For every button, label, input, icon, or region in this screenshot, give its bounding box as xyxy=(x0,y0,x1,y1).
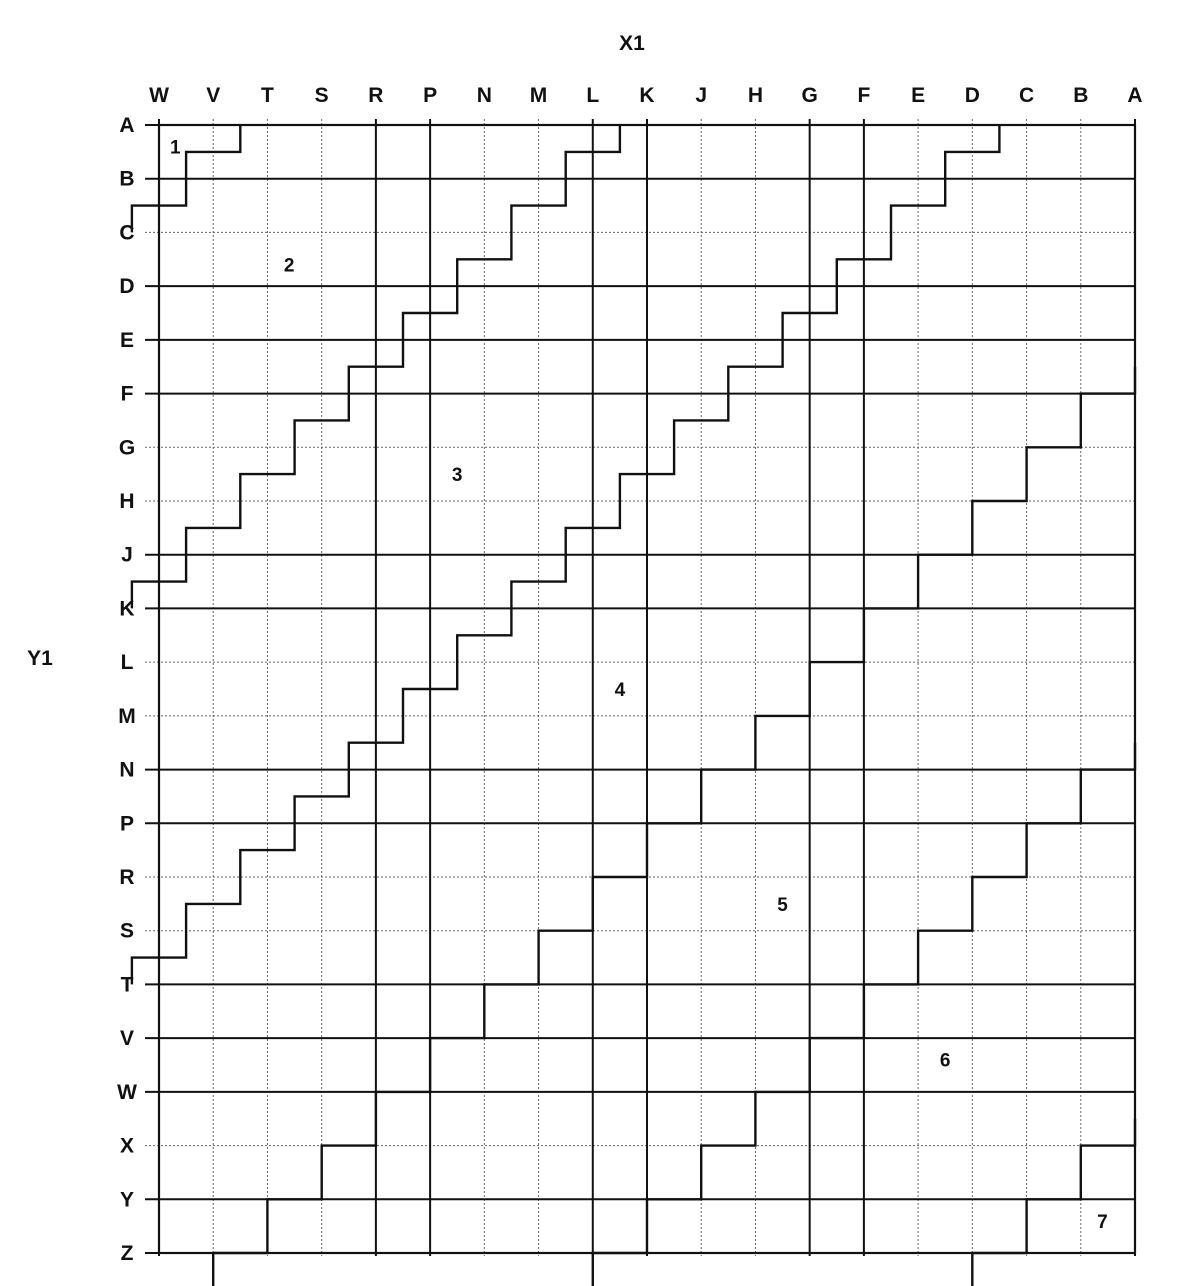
column-label-b: B xyxy=(1073,84,1089,107)
column-label-l: L xyxy=(586,84,600,107)
row-label-l: L xyxy=(120,651,134,675)
minor-grid xyxy=(145,119,1135,1256)
column-label-d: D xyxy=(964,84,980,107)
row-label-f: F xyxy=(120,382,134,406)
column-label-m: M xyxy=(529,84,548,107)
row-label-p: P xyxy=(119,812,135,836)
region-boundaries xyxy=(105,125,1135,1286)
column-label-a: A xyxy=(1127,84,1143,107)
row-label-t: T xyxy=(120,973,134,997)
region-label-6: 6 xyxy=(939,1050,951,1072)
column-label-e: E xyxy=(911,84,926,107)
column-label-c: C xyxy=(1018,84,1035,107)
column-label-r: R xyxy=(368,84,384,107)
row-label-g: G xyxy=(118,436,136,460)
row-label-x: X xyxy=(119,1134,135,1158)
column-label-w: W xyxy=(149,84,169,107)
column-label-v: V xyxy=(206,84,221,107)
row-label-a: A xyxy=(119,114,135,137)
row-label-c: C xyxy=(119,221,135,245)
row-labels xyxy=(117,114,137,1265)
region-label-4: 4 xyxy=(614,680,626,701)
column-label-n: N xyxy=(476,84,492,107)
row-label-j: J xyxy=(121,543,133,567)
row-label-h: H xyxy=(119,490,135,513)
region-label-3: 3 xyxy=(451,465,463,487)
row-label-d: D xyxy=(119,275,135,299)
row-label-v: V xyxy=(119,1027,135,1051)
column-labels xyxy=(149,84,1143,107)
x-axis-title: X1 xyxy=(619,32,645,55)
row-label-y: Y xyxy=(119,1188,135,1212)
column-label-j: J xyxy=(695,84,708,107)
row-label-w: W xyxy=(117,1080,137,1104)
row-label-r: R xyxy=(119,866,135,889)
row-label-z: Z xyxy=(120,1242,134,1265)
y-axis-title: Y1 xyxy=(27,647,53,670)
column-label-t: T xyxy=(261,84,274,107)
row-label-b: B xyxy=(119,167,135,191)
column-label-f: F xyxy=(857,84,871,107)
region-label-7: 7 xyxy=(1097,1211,1108,1233)
column-label-h: H xyxy=(747,84,764,107)
region-labels xyxy=(170,137,1108,1232)
region-label-1: 1 xyxy=(169,137,181,159)
row-label-e: E xyxy=(119,328,135,352)
column-label-s: S xyxy=(314,84,329,107)
column-label-k: K xyxy=(639,84,655,107)
region-label-5: 5 xyxy=(777,894,788,916)
row-label-n: N xyxy=(119,758,135,782)
major-grid xyxy=(145,119,1135,1256)
column-label-g: G xyxy=(801,84,818,107)
row-label-k: K xyxy=(119,597,135,621)
row-label-m: M xyxy=(118,704,136,728)
region-label-2: 2 xyxy=(283,255,295,277)
column-label-p: P xyxy=(423,84,438,107)
row-label-s: S xyxy=(119,919,135,943)
